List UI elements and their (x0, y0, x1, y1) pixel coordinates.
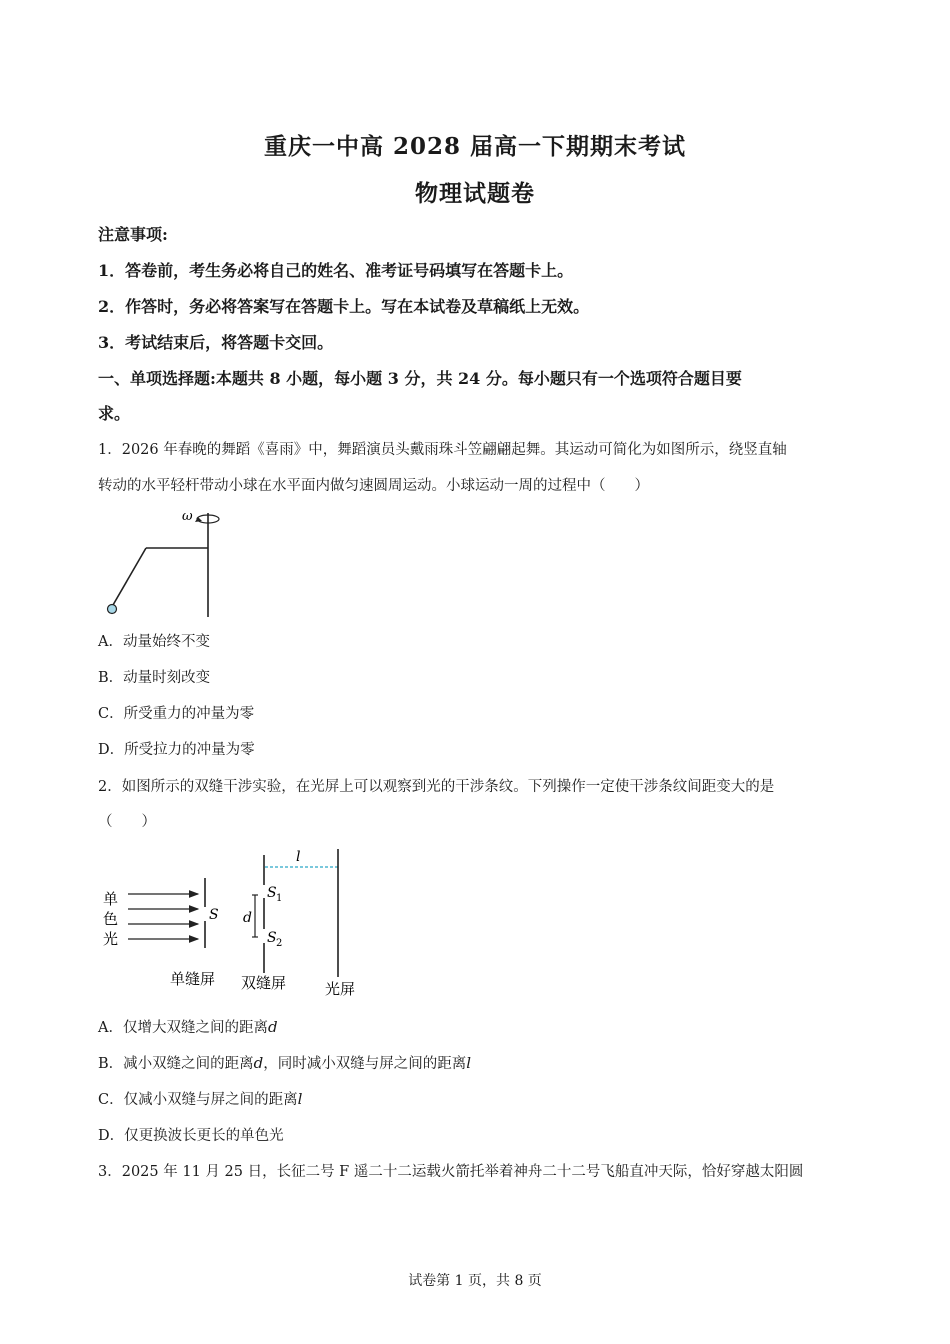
question-3-stem: 3．2025 年 11 月 25 日，长征二号 F 遥二十二运载火箭托举着神舟二十二号飞船直冲天际，恰好穿越太阳圆 (98, 1164, 804, 1180)
s2-label: S (267, 930, 277, 946)
question-1-stem: 1．2026 年春晚的舞蹈《喜雨》中，舞蹈演员头戴雨珠斗笠翩翩起舞。其运动可简化为如图所示，绕竖直轴 (98, 442, 787, 458)
option-d: D．所受拉力的冲量为零 (98, 742, 255, 758)
l-label: l (296, 849, 301, 865)
double-slit-label: 双缝屏 (241, 974, 287, 992)
notice-item: 2．作答时，务必将答案写在答题卡上。写在本试卷及草稿纸上无效。 (98, 297, 590, 316)
notice-item: 3．考试结束后，将答题卡交回。 (98, 333, 334, 352)
option-a: A．仅增大双缝之间的距离d (98, 1018, 278, 1036)
s2-subscript: 2 (276, 938, 283, 949)
option-d: D．仅更换波长更长的单色光 (98, 1128, 284, 1144)
light-label: 色 (103, 910, 119, 928)
option-b: B．动量时刻改变 (98, 670, 211, 686)
question-2-stem: 2．如图所示的双缝干涉实验，在光屏上可以观察到光的干涉条纹。下列操作一定使干涉条纹间距变大的是 (98, 779, 775, 795)
s-label: S (209, 907, 219, 923)
question-2-figure (98, 845, 378, 1005)
screen-label: 光屏 (325, 980, 356, 998)
s1-label: S (267, 885, 277, 901)
ball (108, 605, 117, 614)
question-1-figure (98, 505, 238, 625)
single-slit-label: 单缝屏 (170, 970, 216, 988)
page-footer: 试卷第 1 页，共 8 页 (408, 1273, 542, 1289)
light-label: 光 (103, 930, 119, 948)
string (113, 548, 146, 605)
d-label: d (243, 910, 252, 926)
notice-item: 1．答卷前，考生务必将自己的姓名、准考证号码填写在答题卡上。 (98, 261, 574, 280)
question-2-stem-cont: （ ） (98, 814, 156, 830)
option-b: B．减小双缝之间的距离d，同时减小双缝与屏之间的距离l (98, 1054, 472, 1072)
option-a: A．动量始终不变 (98, 634, 210, 650)
light-label: 单 (103, 890, 119, 908)
notice-heading: 注意事项: (98, 225, 168, 244)
page-title: 重庆一中高 2028 届高一下期期末考试 (263, 133, 687, 160)
question-1-stem-cont: 转动的水平轻杆带动小球在水平面内做匀速圆周运动。小球运动一周的过程中（ ） (98, 478, 649, 494)
option-c: C．所受重力的冲量为零 (98, 706, 255, 722)
s1-subscript: 1 (276, 893, 283, 904)
page-subtitle: 物理试题卷 (415, 180, 535, 207)
option-c: C．仅减小双缝与屏之间的距离l (98, 1090, 303, 1108)
arrowhead-icon (195, 517, 202, 522)
omega-label: ω (182, 509, 193, 524)
section-heading: 一、单项选择题:本题共 8 小题，每小题 3 分，共 24 分。每小题只有一个选项符合题目要 (98, 369, 742, 388)
section-heading-cont: 求。 (98, 404, 131, 423)
